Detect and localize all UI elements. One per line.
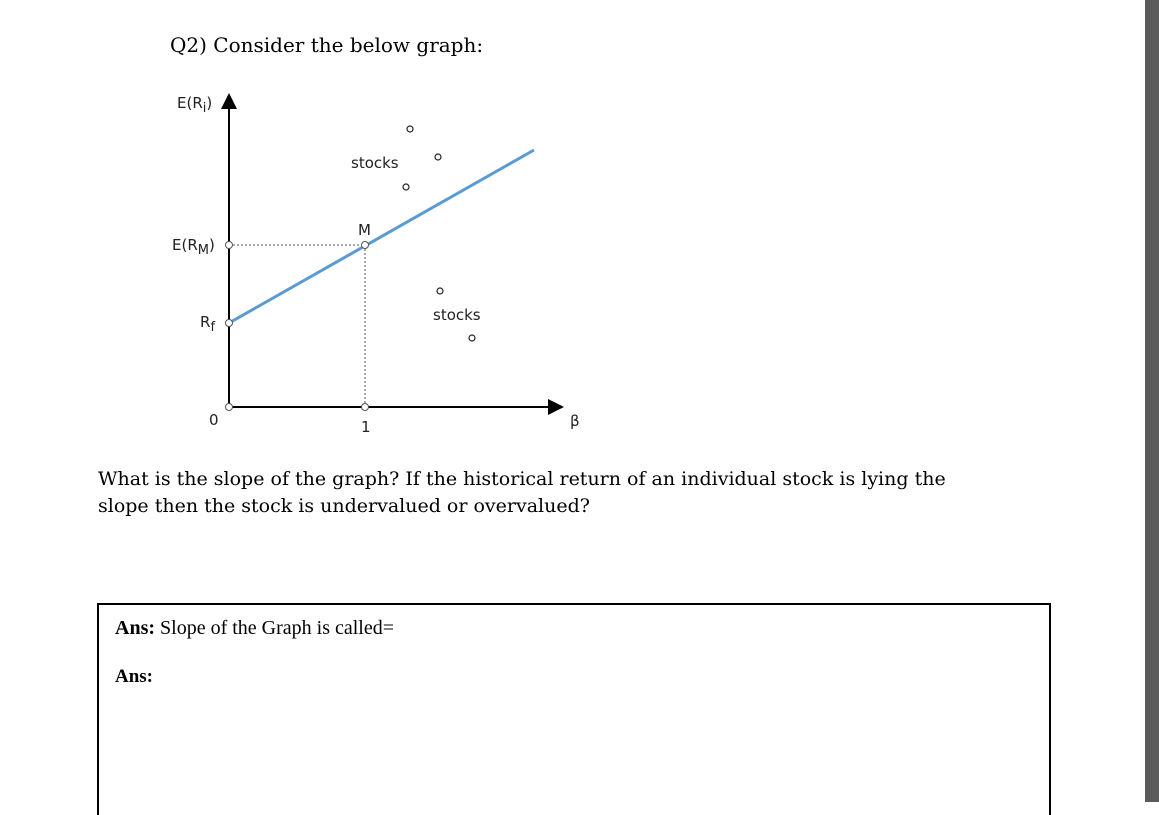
answer-box[interactable] (97, 603, 1051, 815)
answer-prefix: Ans: (115, 666, 154, 687)
prompt-line-2: slope then the stock is undervalued or overvalued? (98, 495, 590, 517)
question-title: Q2) Consider the below graph: (170, 33, 484, 57)
stock-point (437, 288, 443, 294)
stocks-below-label: stocks (433, 306, 481, 324)
origin-label: 0 (209, 411, 219, 429)
stock-point (469, 335, 475, 341)
erm-point (226, 242, 233, 249)
question-prompt (98, 466, 1058, 520)
security-market-line (229, 150, 534, 323)
prompt-line-1: What is the slope of the graph? If the historical return of an individual stock is lying the (98, 468, 946, 490)
stock-point (403, 184, 409, 190)
rf-point (226, 320, 233, 327)
answer-line-2 (115, 666, 153, 688)
stock-point (407, 126, 413, 132)
x-axis-label: β (570, 412, 580, 430)
origin-point (226, 404, 233, 411)
stock-point (435, 154, 441, 160)
beta-one-label: 1 (361, 418, 371, 436)
vertical-scrollbar[interactable] (1145, 0, 1159, 802)
answer-text: Slope of the Graph is called= (155, 617, 395, 639)
beta-one-point (362, 404, 369, 411)
market-point-label: M (358, 221, 371, 239)
sml-graph (160, 85, 600, 445)
erm-label: E(RM) (172, 236, 215, 258)
stocks-above-label: stocks (351, 154, 399, 172)
answer-prefix: Ans: (115, 617, 156, 639)
y-axis-label: E(Ri) (177, 94, 213, 116)
market-point (362, 242, 369, 249)
rf-label: Rf (200, 313, 216, 335)
answer-line-1 (115, 617, 394, 640)
